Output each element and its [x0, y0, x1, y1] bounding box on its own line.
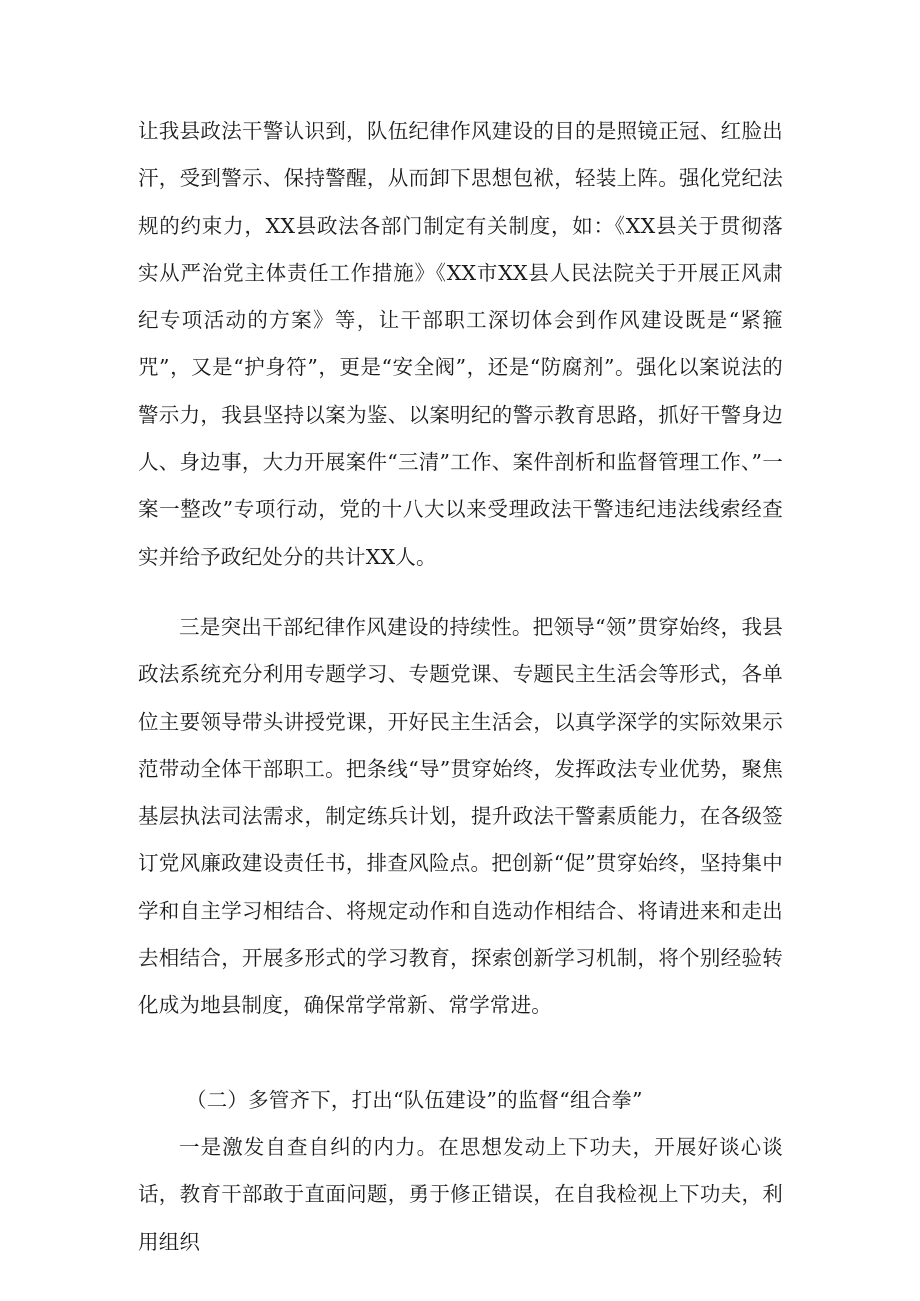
paragraph-discipline-warning: 让我县政法干警认识到，队伍纪律作风建设的目的是照镜正冠、红脸出汗，受到警示、保持警醒，从而卸下思想包袱，轻装上阵。强化党纪法规的约束力，XX县政法各部门制定有关制度，如：《XX县关于贯彻落实从严治党主体责任工作措施》《XX市XX县人民法院关于开展正风肃纪专项活动的方案》等，让干部职工深切体会到作风建设既是“紧箍咒”，又是“护身符”，更是“安全阀”，还是“防腐剂”。强化以案说法的警示力，我县坚持以案为鉴、以案明纪的警示教育思路，抓好干警身边人、身边事，大力开展案件“三清”工作、案件剖析和监督管理工作、”一案一整改”专项行动，党的十八大以来受理政法干警违纪违法线索经查实并给予政纪处分的共计XX人。 — [138, 119, 783, 569]
paragraph-self-inspection: 一是激发自查自纠的内力。在思想发动上下功夫，开展好谈心谈话，教育干部敢于直面问题，勇于修正错误，在自我检视上下功夫，利用组织 — [138, 1135, 783, 1254]
section-heading: （二）多管齐下，打出“队伍建设”的监督“组合拳” — [186, 1088, 643, 1112]
paragraph-continuity: 三是突出干部纪律作风建设的持续性。把领导“领”贯穿始终，我县政法系统充分利用专题学习、专题党课、专题民主生活会等形式，各单位主要领导带头讲授党课，开好民主生活会，以真学深学的实际效果示范带动全体干部职工。把条线“导”贯穿始终，发挥政法专业优势，聚焦基层执法司法需求，制定练兵计划，提升政法干警素质能力，在各级签订党风廉政建设责任书，排查风险点。把创新“促”贯穿始终，坚持集中学和自主学习相结合、将规定动作和自选动作相结合、将请进来和走出去相结合，开展多形式的学习教育，探索创新学习机制，将个别经验转化成为地县制度，确保常学常新、常学常进。 — [138, 615, 783, 1018]
